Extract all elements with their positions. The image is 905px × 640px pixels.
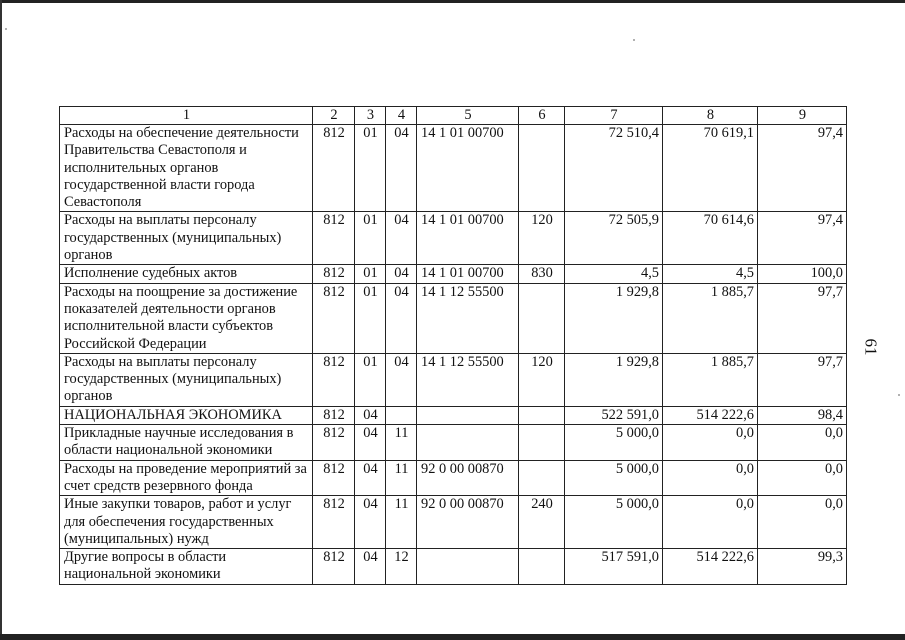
scan-speck [898, 394, 900, 396]
row-fact: 70 614,6 [663, 212, 758, 265]
row-gr: 812 [313, 406, 355, 424]
row-vr [519, 425, 565, 461]
row-pr: 11 [386, 460, 417, 496]
row-gr: 812 [313, 125, 355, 212]
row-vr: 120 [519, 353, 565, 406]
row-rz: 04 [355, 460, 386, 496]
row-csr [417, 549, 519, 585]
row-percent: 97,4 [758, 125, 847, 212]
row-fact: 1 885,7 [663, 283, 758, 353]
scan-speck [5, 28, 7, 30]
row-percent: 0,0 [758, 460, 847, 496]
header-cell: 1 [60, 107, 313, 125]
table-row [60, 265, 847, 283]
row-gr: 812 [313, 265, 355, 283]
row-name: НАЦИОНАЛЬНАЯ ЭКОНОМИКА [60, 406, 313, 424]
table-row [60, 406, 847, 424]
row-rz: 01 [355, 283, 386, 353]
row-name: Расходы на поощрение за достижение показателей деятельности органов исполнительной власти субъектов Российской Федерации [60, 283, 313, 353]
row-csr: 14 1 12 55500 [417, 283, 519, 353]
row-pr: 04 [386, 212, 417, 265]
row-gr: 812 [313, 425, 355, 461]
row-pr: 04 [386, 265, 417, 283]
table-row [60, 125, 847, 212]
scan-speck [633, 39, 635, 41]
row-csr [417, 406, 519, 424]
row-name: Расходы на выплаты персоналу государственных (муниципальных) органов [60, 353, 313, 406]
row-csr [417, 425, 519, 461]
row-plan: 1 929,8 [565, 283, 663, 353]
row-rz: 01 [355, 212, 386, 265]
header-cell: 2 [313, 107, 355, 125]
row-csr: 14 1 01 00700 [417, 212, 519, 265]
row-percent: 100,0 [758, 265, 847, 283]
row-vr: 240 [519, 496, 565, 549]
row-name: Расходы на проведение мероприятий за счет средств резервного фонда [60, 460, 313, 496]
row-percent: 0,0 [758, 496, 847, 549]
row-percent: 97,4 [758, 212, 847, 265]
row-vr [519, 406, 565, 424]
row-vr: 830 [519, 265, 565, 283]
scan-edge-left [0, 0, 2, 640]
row-gr: 812 [313, 283, 355, 353]
row-rz: 04 [355, 406, 386, 424]
row-name: Расходы на выплаты персоналу государственных (муниципальных) органов [60, 212, 313, 265]
row-pr: 11 [386, 425, 417, 461]
row-pr [386, 406, 417, 424]
header-cell: 7 [565, 107, 663, 125]
row-pr: 04 [386, 125, 417, 212]
row-fact: 0,0 [663, 425, 758, 461]
row-name: Прикладные научные исследования в области национальной экономики [60, 425, 313, 461]
row-rz: 01 [355, 265, 386, 283]
table-row [60, 425, 847, 461]
row-pr: 11 [386, 496, 417, 549]
row-percent: 98,4 [758, 406, 847, 424]
row-fact: 70 619,1 [663, 125, 758, 212]
row-csr: 14 1 12 55500 [417, 353, 519, 406]
row-rz: 01 [355, 125, 386, 212]
page-number: 61 [861, 338, 881, 356]
table-row [60, 212, 847, 265]
row-fact: 0,0 [663, 460, 758, 496]
row-percent: 97,7 [758, 283, 847, 353]
header-cell: 5 [417, 107, 519, 125]
row-csr: 92 0 00 00870 [417, 496, 519, 549]
row-rz: 04 [355, 549, 386, 585]
row-plan: 5 000,0 [565, 425, 663, 461]
row-fact: 1 885,7 [663, 353, 758, 406]
row-vr: 120 [519, 212, 565, 265]
row-plan: 5 000,0 [565, 496, 663, 549]
row-plan: 522 591,0 [565, 406, 663, 424]
header-cell: 4 [386, 107, 417, 125]
row-percent: 97,7 [758, 353, 847, 406]
header-cell: 9 [758, 107, 847, 125]
row-fact: 514 222,6 [663, 549, 758, 585]
row-gr: 812 [313, 460, 355, 496]
row-name: Исполнение судебных актов [60, 265, 313, 283]
table-header-row [60, 107, 847, 125]
row-pr: 04 [386, 353, 417, 406]
row-gr: 812 [313, 549, 355, 585]
row-rz: 04 [355, 425, 386, 461]
budget-execution-table [59, 106, 847, 585]
table-row [60, 353, 847, 406]
row-fact: 4,5 [663, 265, 758, 283]
row-fact: 514 222,6 [663, 406, 758, 424]
row-vr [519, 283, 565, 353]
header-cell: 3 [355, 107, 386, 125]
row-plan: 517 591,0 [565, 549, 663, 585]
row-plan: 5 000,0 [565, 460, 663, 496]
row-name: Другие вопросы в области национальной экономики [60, 549, 313, 585]
row-csr: 92 0 00 00870 [417, 460, 519, 496]
scan-edge-bottom [0, 634, 905, 640]
row-gr: 812 [313, 212, 355, 265]
row-gr: 812 [313, 496, 355, 549]
row-csr: 14 1 01 00700 [417, 125, 519, 212]
scan-edge-top [0, 0, 905, 3]
row-vr [519, 460, 565, 496]
header-cell: 8 [663, 107, 758, 125]
row-rz: 01 [355, 353, 386, 406]
table-row [60, 460, 847, 496]
row-percent: 0,0 [758, 425, 847, 461]
row-name: Иные закупки товаров, работ и услуг для обеспечения государственных (муниципальных) нужд [60, 496, 313, 549]
row-rz: 04 [355, 496, 386, 549]
row-vr [519, 549, 565, 585]
row-gr: 812 [313, 353, 355, 406]
row-fact: 0,0 [663, 496, 758, 549]
row-pr: 12 [386, 549, 417, 585]
row-pr: 04 [386, 283, 417, 353]
table-row [60, 283, 847, 353]
row-plan: 4,5 [565, 265, 663, 283]
row-vr [519, 125, 565, 212]
row-csr: 14 1 01 00700 [417, 265, 519, 283]
row-percent: 99,3 [758, 549, 847, 585]
row-plan: 1 929,8 [565, 353, 663, 406]
row-plan: 72 505,9 [565, 212, 663, 265]
table-row [60, 496, 847, 549]
table-row [60, 549, 847, 585]
row-plan: 72 510,4 [565, 125, 663, 212]
row-name: Расходы на обеспечение деятельности Правительства Севастополя и исполнительных органов государственной власти города Севастополя [60, 125, 313, 212]
header-cell: 6 [519, 107, 565, 125]
